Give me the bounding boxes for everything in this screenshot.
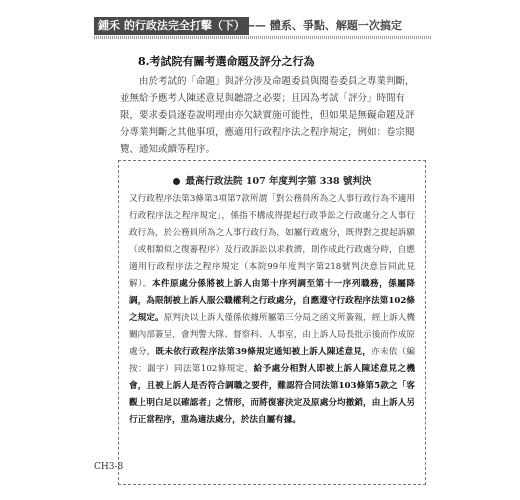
section-body: 由於考試的「命題」與評分涉及命題委員與閱卷委員之專業判斷，並無給予應考人陳述意見與聽證之必要；且因為考試「評分」時間有限，要求委員逐卷說明理由亦欠缺實施可能性，但如果是無礙命題及評分專業判斷之其他事項，應適用行政程序法之程序規定，例如：卷宗閱覽、通知或續等程序。 <box>120 76 415 155</box>
section-title: 8.考試院有關考選命題及評分之行為 <box>138 55 315 68</box>
case-segment-emphasis: 給予處分相對人即被上訴人陳述意見之機會，且被上訴人是否符合調職之要件，難認符合同法第103條第5款之「客觀上明白足以確認者」之情形，而將復審決定及原處分均撤銷，由上訴人另行正當程序，重為適法處分，於法自屬有據。 <box>129 364 415 425</box>
bullet-icon <box>173 178 180 185</box>
book-subtitle: —— 體系、爭點、解題一次搞定 <box>244 19 402 32</box>
case-body <box>129 191 415 429</box>
section-8 <box>120 53 420 158</box>
case-title-text: 最高行政法院 107 年度判字第 338 號判決 <box>185 176 372 187</box>
header-divider <box>94 36 432 39</box>
running-header <box>94 17 432 35</box>
case-segment: 又行政程序法第3條第3項第7款所謂「對公務員所為之人事行政行為不適用行政程序法之程序規定」，係指不構成得提起行政爭訟之行政處分之人事行政行為，於公務員所為之人事行政行為，如屬行政處分，既得對之提起訴願（或相類似之復審程序）及行政訴訟以求救濟，則作成此行政處分時，自應適用行政程序法之程序規定（本院99年度判字第218號判決意旨同此見解）。 <box>129 194 415 289</box>
case-title <box>129 173 415 187</box>
case-segment-emphasis: 本件原處分係將被上訴人由第十序列調至第十一序列職務，係屬降調，為限制被上訴人服公職權利之行政處分，自應遵守行政程序法第102條之規定。 <box>129 279 415 323</box>
case-excerpt-box <box>118 160 426 485</box>
case-segment: 原判決以上訴人僅係依據所屬第三分局之函文所簽報，經上訴人機關內部簽呈，會判警大隊、督察科、人事室，由上訴人局長批示後而作成原處分， <box>129 313 415 357</box>
page-number: CH3-8 <box>94 462 124 472</box>
case-segment: 亦未依（編按：漏字）同法第102條規定， <box>129 347 415 374</box>
book-title-tab: 鍾禾 的行政法完全打擊（下） <box>94 17 249 35</box>
case-segment-emphasis: 既未依行政程序法第39條規定通知被上訴人陳述意見， <box>155 347 372 357</box>
